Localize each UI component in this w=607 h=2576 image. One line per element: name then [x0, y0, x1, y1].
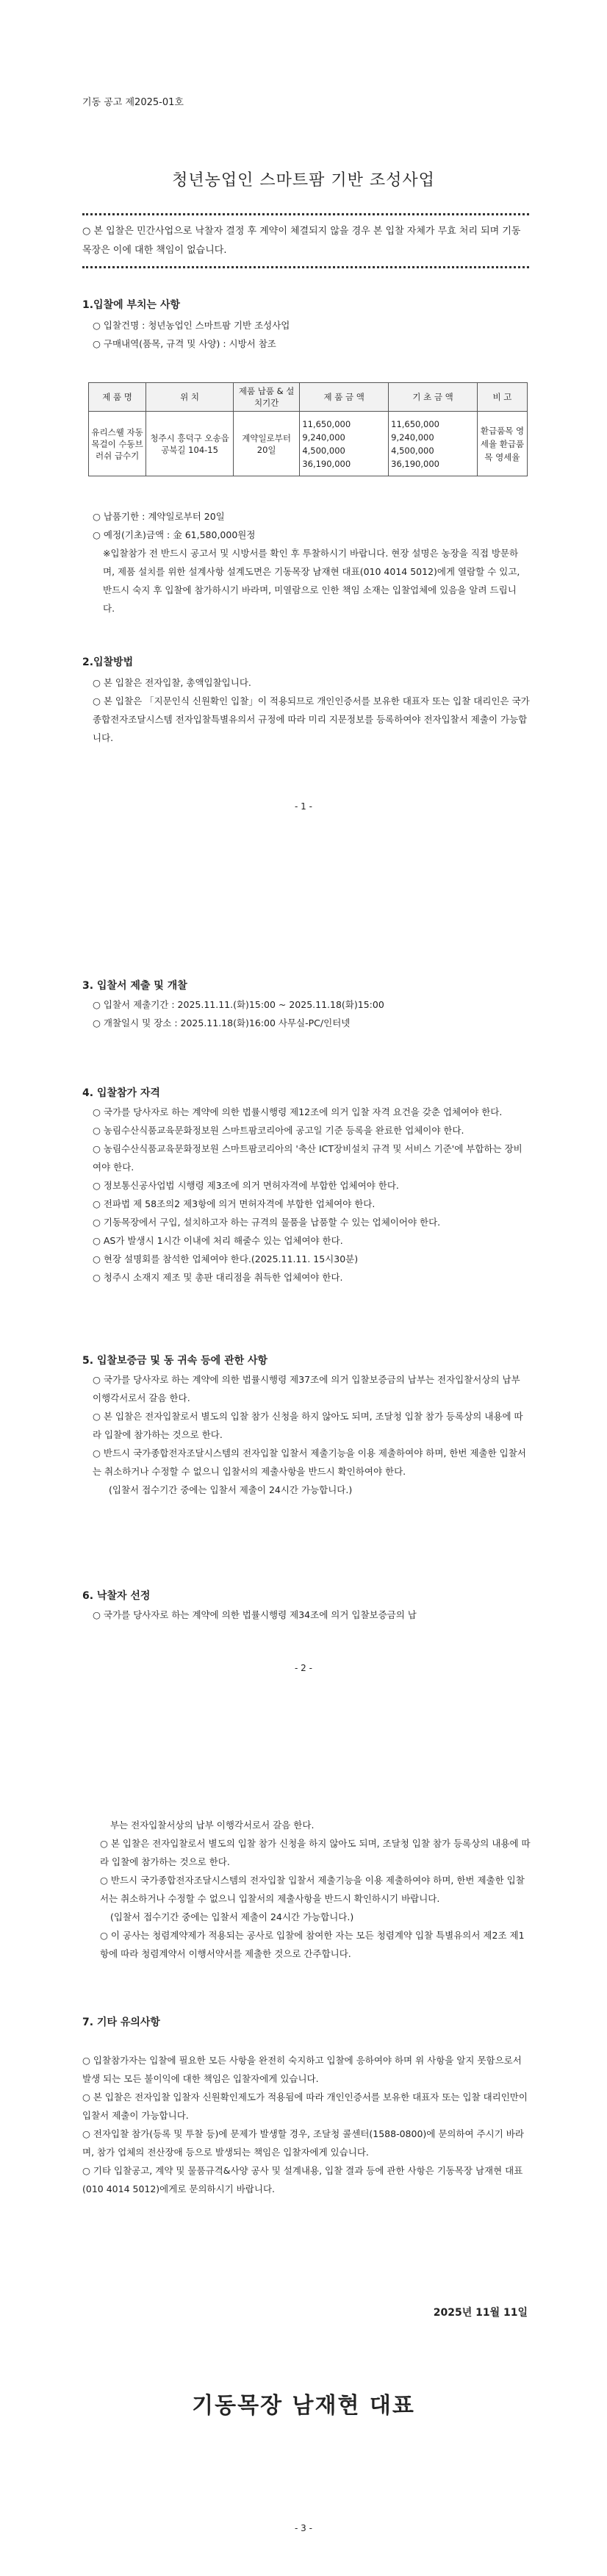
- list-item: ○ 입찰서 제출기간 : 2025.11.11.(화)15:00 ~ 2025.11.18(화)15:00: [93, 999, 384, 1010]
- section-1-details: [93, 507, 528, 618]
- list-item: 부는 전자입찰서상의 납부 이행각서로서 갈음 한다.: [110, 1820, 315, 1831]
- list-item: ○ 국가를 당사자로 하는 계약에 의한 법률시행령 제37조에 의거 입찰보증금의 납부는 전자입찰서상의 납부 이행각서로서 갈음 한다.: [93, 1374, 520, 1403]
- signature: 기동목장 남재현 대표: [192, 2393, 415, 2419]
- section-heading: 2.입찰방법: [82, 656, 134, 668]
- base-amount: 9,240,000: [391, 432, 434, 443]
- list-item: ○ 입찰건명 : 청년농업인 스마트팜 기반 조성사업: [93, 320, 290, 331]
- base-amount: 36,190,000: [391, 458, 439, 469]
- section-heading: 4. 입찰참가 자격: [82, 1087, 160, 1099]
- page-number: - 3 -: [295, 2523, 312, 2533]
- amount: 9,240,000: [302, 432, 345, 443]
- page-number: - 1 -: [295, 801, 312, 812]
- base-amount: 11,650,000: [391, 418, 439, 429]
- section-1: [82, 297, 531, 353]
- table-cell-base: [389, 412, 478, 476]
- divider: [82, 213, 529, 215]
- table-header: 제 품 명: [89, 383, 146, 412]
- list-item: ○ 납품기한 : 계약일로부터 20일: [93, 511, 225, 522]
- amount: 4,500,000: [302, 445, 345, 456]
- section-heading: 3. 입찰서 제출 및 개찰: [82, 980, 187, 992]
- table-cell-period: 계약일로부터 20일: [233, 412, 299, 476]
- divider: [82, 266, 529, 268]
- table-header: 기 초 금 액: [389, 383, 478, 412]
- amount: 36,190,000: [302, 458, 351, 469]
- list-item: (입찰서 접수기간 중에는 입찰서 제출이 24시간 가능합니다.): [110, 1911, 354, 1922]
- list-item: ○ 기동목장에서 구입, 설치하고자 하는 규격의 물품을 납품할 수 있는 업체이어야 한다.: [93, 1217, 441, 1228]
- section-heading: 1.입찰에 부치는 사항: [82, 299, 180, 311]
- list-item: ○ 예정(기초)금액 : 金 61,580,000원정: [93, 529, 256, 540]
- list-item: ○ 입찰참가자는 입찰에 필요한 모든 사항을 완전히 숙지하고 입찰에 응하여야 하며 위 사항을 알지 못함으로서 발생 되는 모든 불이익에 대한 책임은 입찰자에게 있습니다.: [82, 2055, 522, 2084]
- list-item: ○ 전자입찰 참가(등록 및 투찰 등)에 문제가 발생할 경우, 조달청 콜센터(1588-0800)에 문의하여 주시기 바라며, 참가 업체의 전산장애 등으로 발생되는 책임은 입찰자에게 있습니다.: [82, 2128, 524, 2158]
- section-6-continued: [100, 1816, 531, 1963]
- list-item: ○ 국가를 당사자로 하는 계약에 의한 법률시행령 제34조에 의거 입찰보증금의 납: [93, 1609, 417, 1620]
- list-item: ○ 본 입찰은 전자입찰로서 별도의 입찰 참가 신청을 하지 않아도 되며, 조달청 입찰 참가 등록상의 내용에 따라 입찰에 참가하는 것으로 한다.: [100, 1838, 531, 1867]
- list-item: ○ 반드시 국가종합전자조달시스템의 전자입찰 입찰서 제출기능을 이용 제출하여야 하며, 한번 제출한 입찰서는 취소하거나 수정할 수 없으니 입찰서의 제출사항을 반드시 확인하여야 한다.: [93, 1448, 526, 1477]
- table-cell-amounts: [300, 412, 389, 476]
- table-cell-location: 청주시 흥덕구 오송읍 공북길 104-15: [146, 412, 234, 476]
- list-item: ○ 개찰일시 및 장소 : 2025.11.18(화)16:00 사무실-PC/인터넷: [93, 1017, 351, 1028]
- table-header: 제품 납품 & 설치기간: [233, 383, 299, 412]
- intro-notice: ○ 본 입찰은 민간사업으로 낙찰자 결정 후 계약이 체결되지 않을 경우 본 입찰 자체가 무효 처리 되며 기동목장은 이에 대한 책임이 없습니다.: [82, 226, 521, 256]
- page-title: 청년농업인 스마트팜 기반 조성사업: [172, 171, 435, 190]
- list-item: ○ 본 입찰은 전자입찰로서 별도의 입찰 참가 신청을 하지 않아도 되며, 조달청 입찰 참가 등록상의 내용에 따라 입찰에 참가하는 것으로 한다.: [93, 1411, 523, 1440]
- list-item: ○ 반드시 국가종합전자조달시스템의 전자입찰 입찰서 제출기능을 이용 제출하여야 하며, 한번 제출한 입찰서는 취소하거나 수정할 수 없으니 입찰서의 제출사항을 반드시 확인하시기 바랍니다.: [100, 1875, 525, 1904]
- list-item: ○ 정보통신공사업법 시행령 제3조에 의거 면허자격에 부합한 업체여야 한다.: [93, 1180, 399, 1191]
- document-number: 기동 공고 제2025-01호: [82, 97, 184, 108]
- list-item: ○ 본 입찰은 전자입찰, 총액입찰입니다.: [93, 677, 251, 688]
- section-heading: 7. 기타 유의사항: [82, 2017, 160, 2028]
- section-heading: 5. 입찰보증금 및 동 귀속 등에 관한 사항: [82, 1355, 268, 1367]
- list-item: ○ 현장 설명회를 참석한 업체여야 한다.(2025.11.11. 15시30분): [93, 1253, 359, 1264]
- section-2: [82, 654, 531, 747]
- list-item: ○ 전파법 제 58조의2 제3항에 의거 면허자격에 부합한 업체여야 한다.: [93, 1198, 376, 1209]
- table-header: 위 치: [146, 383, 234, 412]
- table-header: 비 고: [477, 383, 527, 412]
- list-item: ○ 국가를 당사자로 하는 계약에 의한 법률시행령 제12조에 의거 입찰 자격 요건을 갖춘 업체여야 한다.: [93, 1106, 503, 1117]
- list-item: ○ AS가 발생시 1시간 이내에 처리 해줄수 있는 업체여야 한다.: [93, 1235, 343, 1246]
- section-4: [82, 1085, 531, 1287]
- section-7: [82, 2014, 531, 2198]
- page-number: - 2 -: [295, 1663, 312, 1673]
- list-item: ○ 기타 입찰공고, 계약 및 물품규격&사양 공사 및 설계내용, 입찰 결과 등에 관한 사항은 기동목장 남재현 대표(010 4014 5012)에게로 문의하시기 바랍니다.: [82, 2165, 523, 2194]
- spec-table: [88, 382, 528, 476]
- table-header: 제 품 금 액: [300, 383, 389, 412]
- list-item: ○ 본 입찰은 「지문인식 신원확인 입찰」이 적용되므로 개인인증서를 보유한 대표자 또는 입찰 대리인은 국가종합전자조달시스템 전자입찰특별유의서 규정에 따라 미리 지문정보를 등록하여야 전자입찰서 제출이 가능합니다.: [93, 695, 530, 743]
- list-item: ○ 구매내역(품목, 규격 및 사양) : 시방서 참조: [93, 338, 276, 349]
- section-heading: 6. 낙찰자 선정: [82, 1590, 151, 1602]
- section-3: [82, 978, 531, 1032]
- notice-text: ※입찰참가 전 반드시 공고서 및 시방서를 확인 후 투찰하시기 바랍니다. 현장 설명은 농장을 직접 방문하며, 제품 설치를 위한 설계사항 설계도면은 기동목장 남재현 대표(010 4014 5012)에게 열람할 수 있고, 반드시 숙지 후 입찰에 참가하시기 바라며, 미열람으로 인한 책임 소재는 입찰업체에 있음을 알려 드립니다.: [103, 548, 520, 614]
- table-cell-product: 유리스웰 자동목걸이 수동브러쉬 급수기: [89, 412, 146, 476]
- amount: 11,650,000: [302, 418, 351, 429]
- section-6: [82, 1588, 531, 1624]
- base-amount: 4,500,000: [391, 445, 434, 456]
- list-item: (입찰서 접수기간 중에는 입찰서 제출이 24시간 가능합니다.): [109, 1484, 353, 1495]
- table-cell-note: 환급품목 영세율 환급품목 영세율: [477, 412, 527, 476]
- list-item: ○ 농림수산식품교육문화정보원 스마트팜코리아의 '축산 ICT장비설치 규격 및 서비스 기준'에 부합하는 장비여야 한다.: [93, 1143, 522, 1173]
- list-item: ○ 청주시 소재지 제조 및 총판 대리점을 취득한 업체여야 한다.: [93, 1272, 343, 1283]
- section-5: [82, 1353, 531, 1499]
- list-item: ○ 본 입찰은 전자입찰 입찰자 신원확인제도가 적용됨에 따라 개인인증서를 보유한 대표자 또는 입찰 대리인만이 입찰서 제출이 가능합니다.: [82, 2092, 528, 2121]
- date: 2025년 11월 11일: [433, 2307, 528, 2319]
- list-item: ○ 이 공사는 청렴계약제가 적용되는 공사로 입찰에 참여한 자는 모든 청렴계약 입찰 특별유의서 제2조 제1항에 따라 청렴계약서 이행서약서를 제출한 것으로 간주합니다.: [100, 1930, 525, 1959]
- list-item: ○ 농림수산식품교육문화정보원 스마트팜코리아에 공고일 기준 등록을 완료한 업체이야 한다.: [93, 1125, 464, 1136]
